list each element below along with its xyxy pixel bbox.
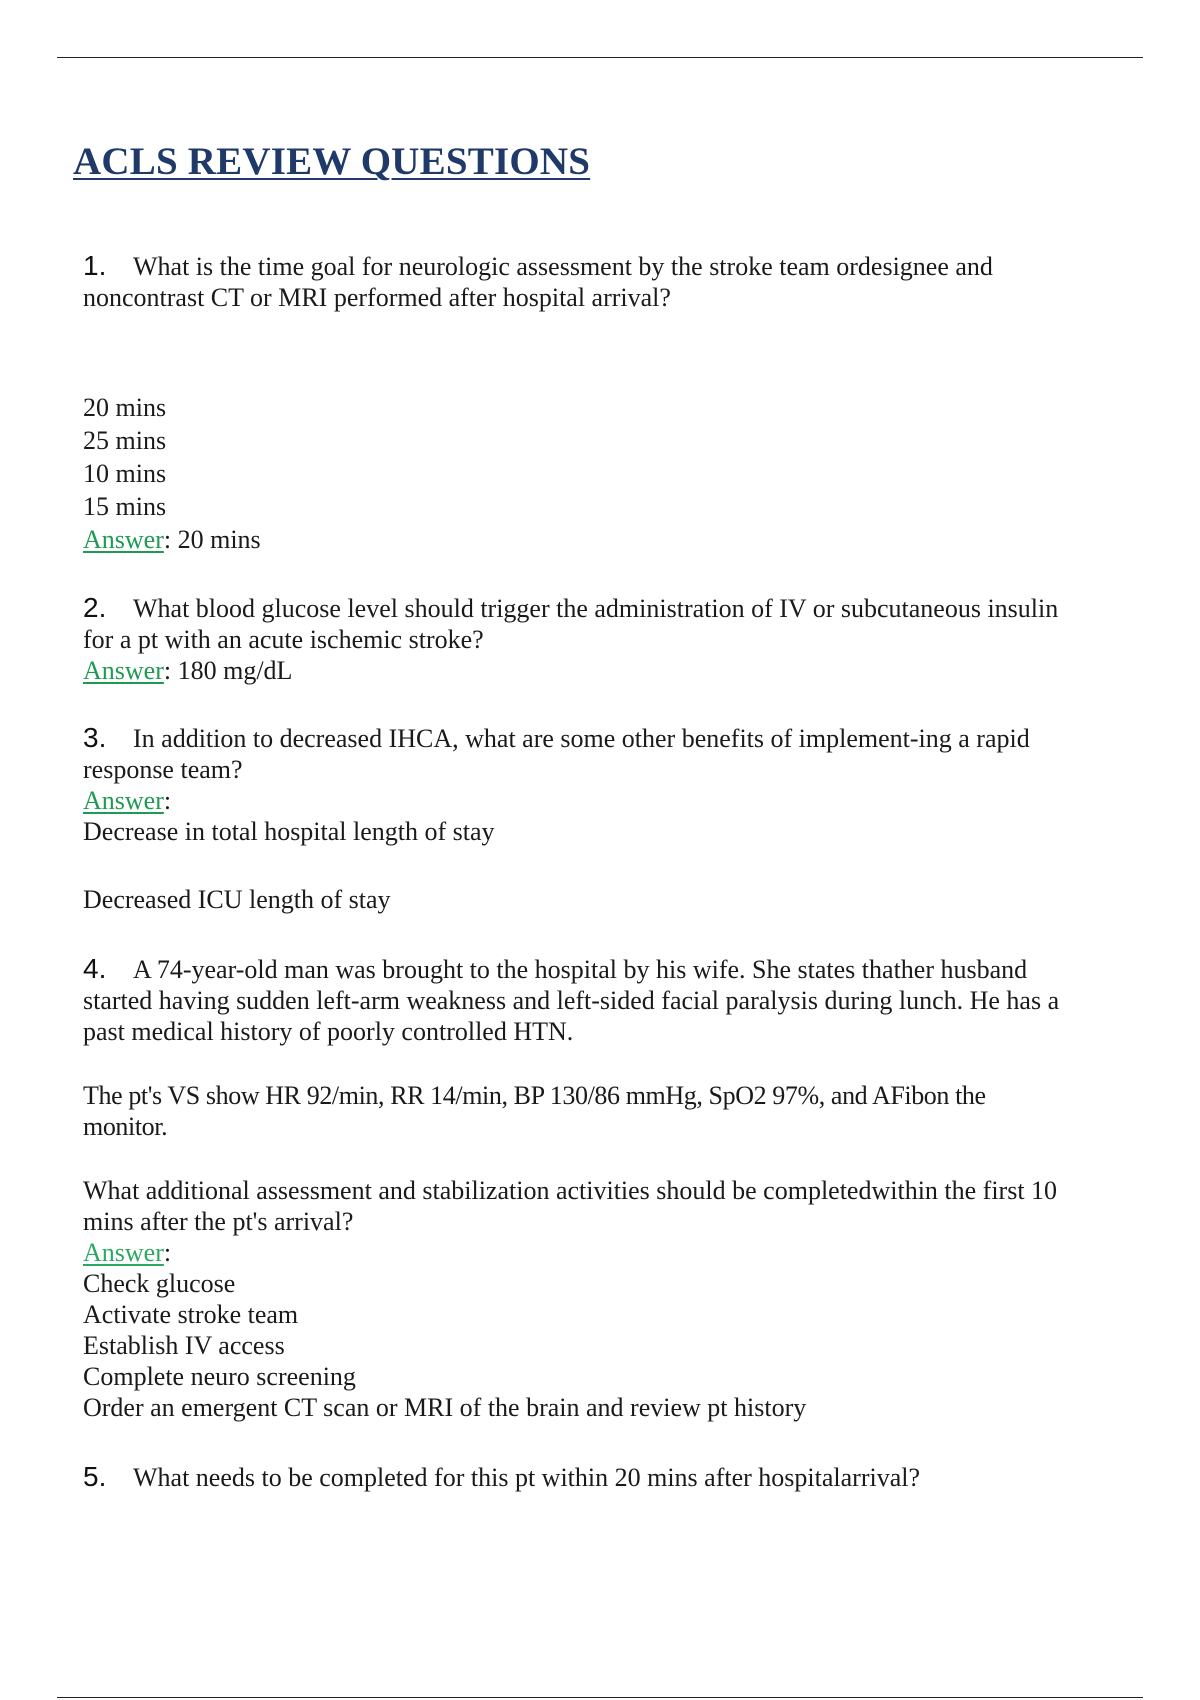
answer-item: Activate stroke team [83, 1300, 299, 1329]
answer-value: : 180 mg/dL [163, 656, 293, 685]
question-1 [83, 250, 1143, 556]
answer-line [83, 785, 1143, 816]
question-5-text [83, 1461, 1143, 1493]
question-text: started having sudden left-arm weakness and left-sided facial paralysis during lunch. He has a [83, 986, 1060, 1015]
vitals-text: monitor. [83, 1112, 168, 1141]
question-number: 2. [83, 592, 107, 623]
question-number: 3. [83, 722, 107, 753]
question-number: 5. [83, 1461, 107, 1492]
top-rule [57, 57, 1143, 58]
question-number: 4. [83, 953, 107, 984]
answer-line [83, 1237, 1143, 1268]
question-number: 1. [83, 250, 107, 281]
option: 20 mins [83, 393, 167, 422]
option: 25 mins [83, 426, 167, 455]
answer-value: : [163, 1238, 172, 1267]
question-text: for a pt with an acute ischemic stroke? [83, 625, 484, 654]
answer-label: Answer [83, 656, 164, 685]
question-5 [83, 1461, 1143, 1493]
question-text: noncontrast CT or MRI performed after hospital arrival? [83, 283, 671, 312]
question-text: What additional assessment and stabilization activities should be completedwithin the first 10 [83, 1176, 1058, 1205]
answer-value: : 20 mins [163, 525, 261, 554]
option: 15 mins [83, 492, 167, 521]
answer-value: : [163, 786, 172, 815]
question-text: What is the time goal for neurologic assessment by the stroke team ordesignee and [133, 252, 993, 281]
answer-line [83, 655, 1143, 686]
question-text: past medical history of poorly controlled HTN. [83, 1017, 574, 1046]
answer-item: Order an emergent CT scan or MRI of the brain and review pt history [83, 1393, 807, 1422]
answer-item: Complete neuro screening [83, 1362, 356, 1391]
question-2 [83, 592, 1143, 686]
answer-label: Answer [83, 525, 164, 554]
answer-label: Answer [83, 786, 164, 815]
vitals-text: The pt's VS show HR 92/min, RR 14/min, BP 130/86 mmHg, SpO2 97%, and AFibon the [83, 1081, 986, 1110]
answer-item: Decreased ICU length of stay [83, 885, 391, 914]
answer-item: Check glucose [83, 1269, 236, 1298]
question-text: What needs to be completed for this pt within 20 mins after hospitalarrival? [133, 1463, 921, 1492]
question-text: response team? [83, 755, 243, 784]
question-text: What blood glucose level should trigger the administration of IV or subcutaneous insulin [133, 594, 1059, 623]
question-text: A 74-year-old man was brought to the hospital by his wife. She states thather husband [133, 955, 1028, 984]
answer-line [83, 523, 1143, 556]
answer-label: Answer [83, 1238, 164, 1267]
question-4-prompt [83, 1175, 1143, 1237]
question-3-text [83, 722, 1143, 785]
option: 10 mins [83, 459, 167, 488]
question-3 [83, 722, 1143, 915]
options-list [83, 391, 1143, 556]
question-text: mins after the pt's arrival? [83, 1207, 354, 1236]
answer-item: Decrease in total hospital length of stay [83, 817, 495, 846]
question-4-text [83, 953, 1143, 1047]
question-4 [83, 953, 1143, 1423]
vitals-paragraph [83, 1080, 1143, 1142]
question-list [83, 250, 1143, 1493]
question-text: In addition to decreased IHCA, what are some other benefits of implement-ing a rapid [133, 724, 1030, 753]
question-2-text [83, 592, 1143, 655]
answer-item: Establish IV access [83, 1331, 285, 1360]
page-title: ACLS REVIEW QUESTIONS [73, 140, 591, 183]
question-1-text [83, 250, 1143, 313]
bottom-rule [57, 1697, 1143, 1698]
